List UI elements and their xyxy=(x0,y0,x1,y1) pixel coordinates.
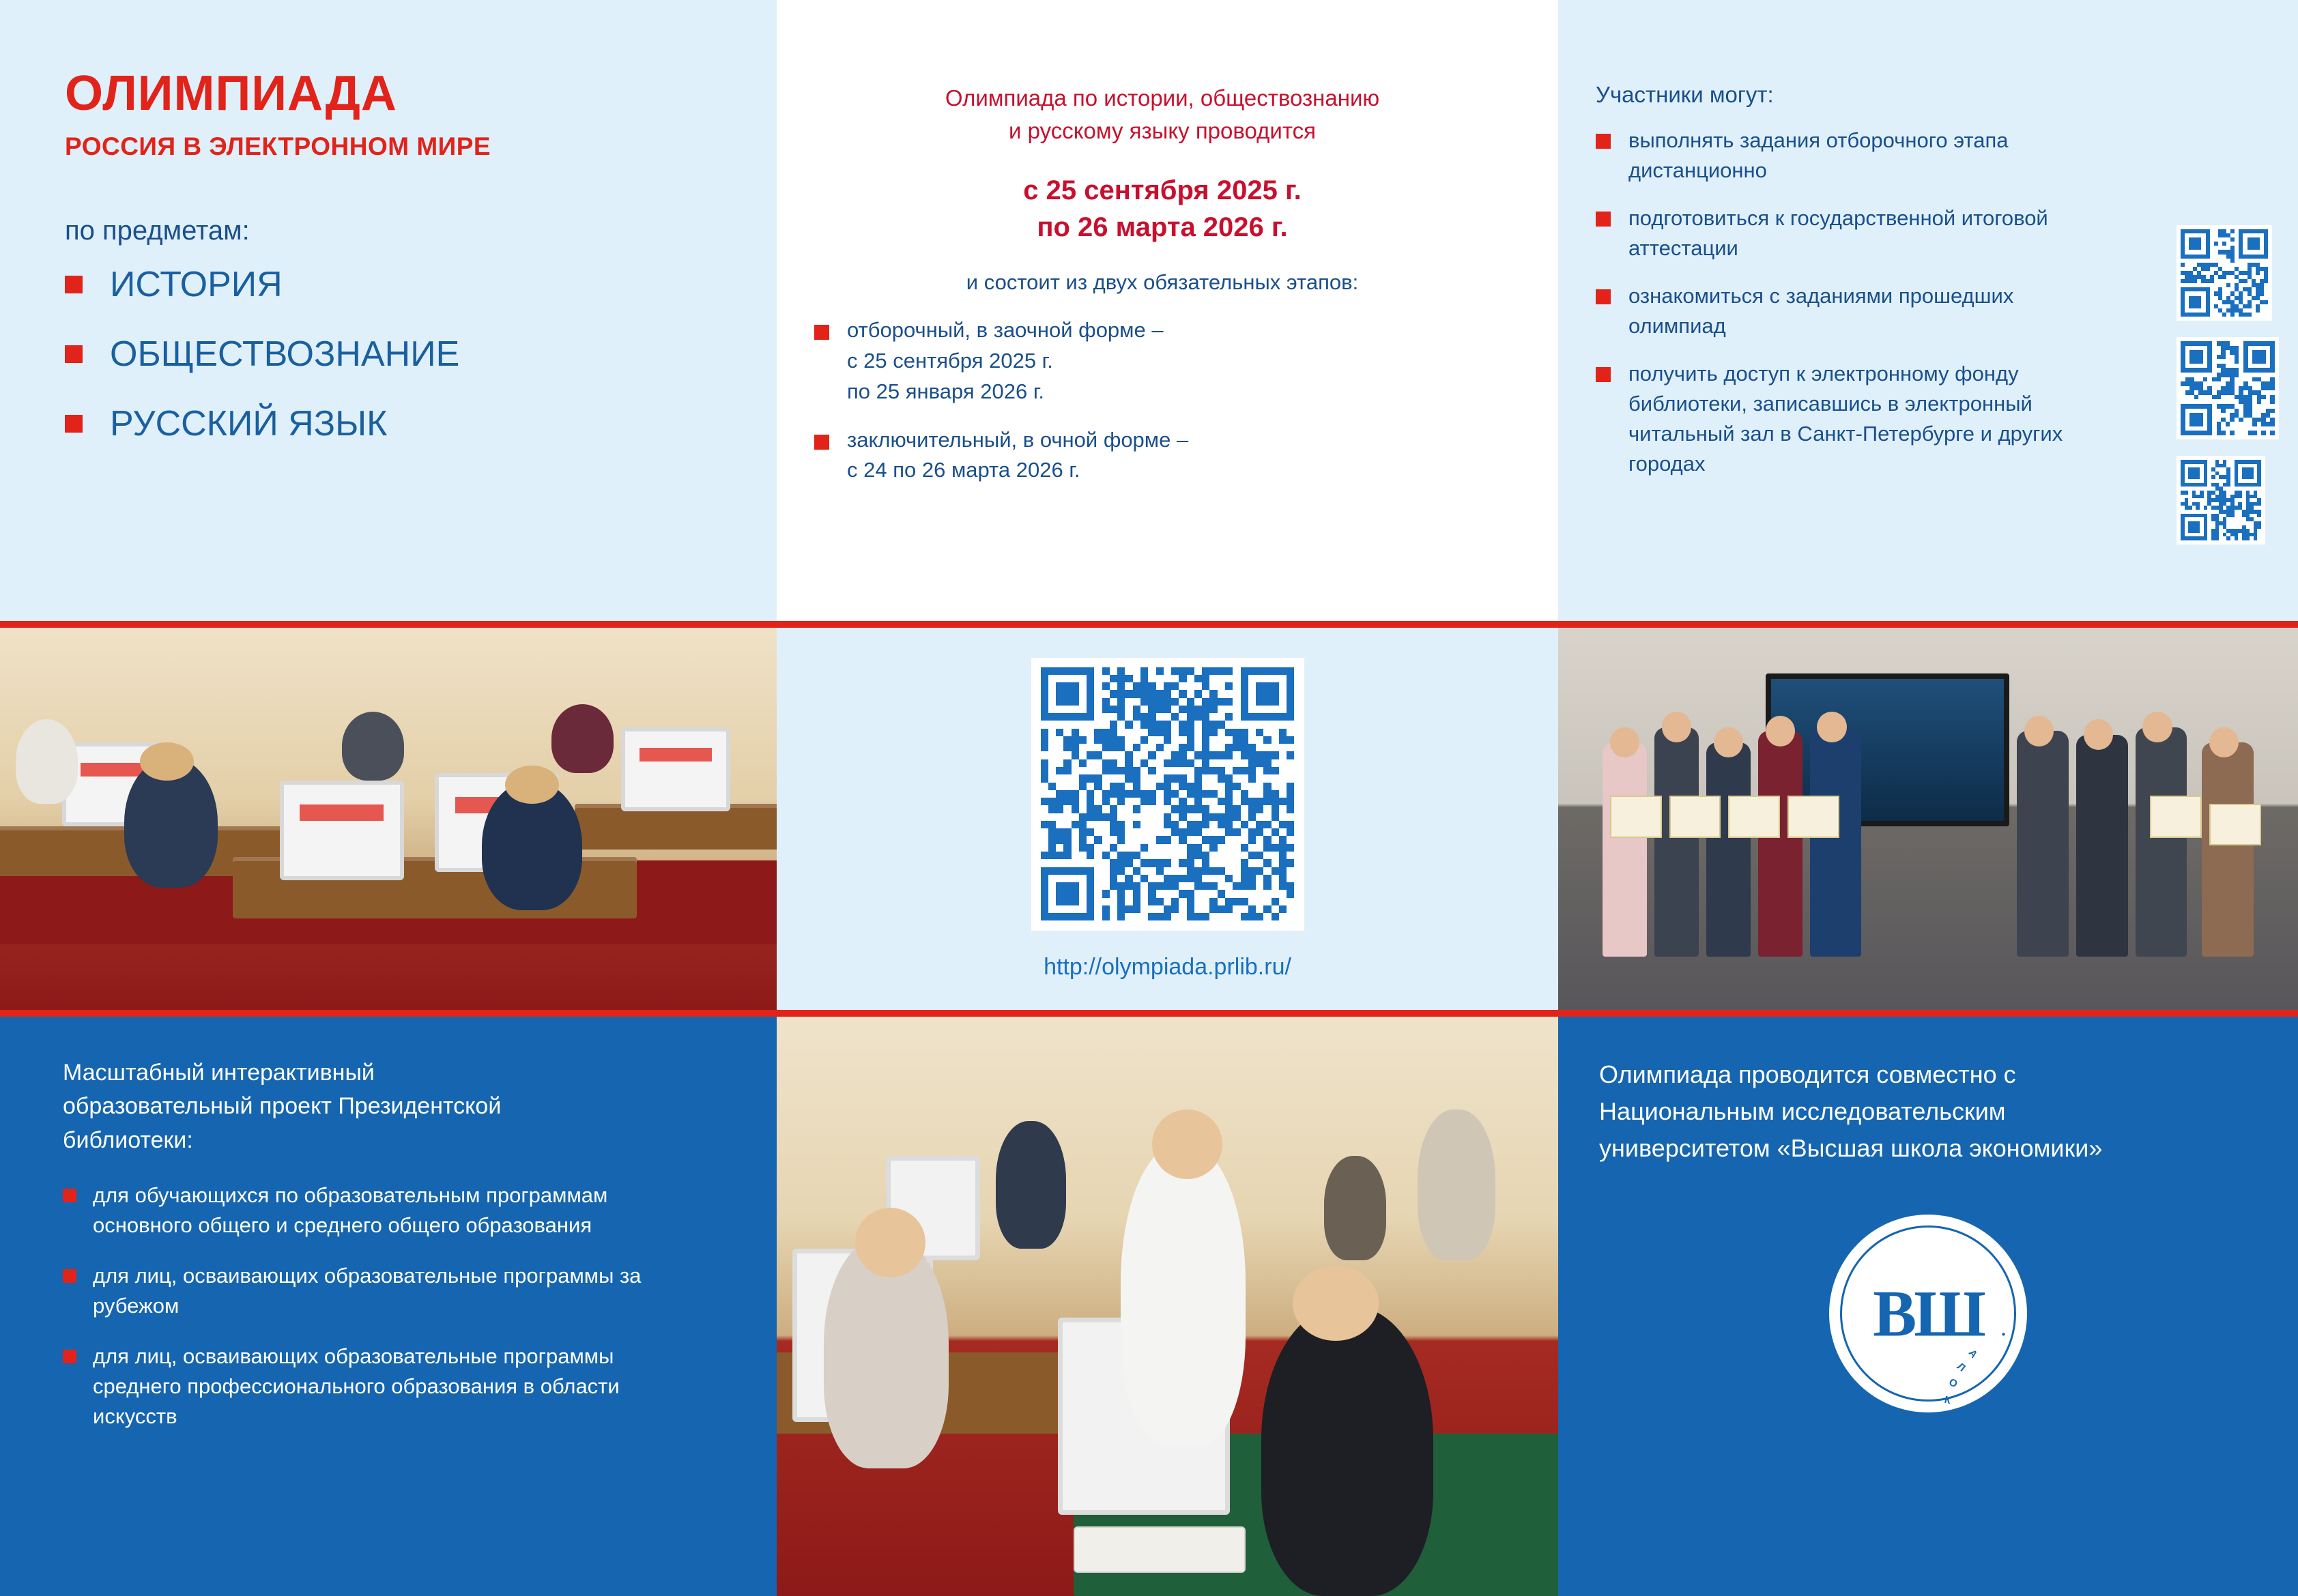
qr-code-icon[interactable] xyxy=(2177,337,2279,439)
photo-library-reading-room xyxy=(0,628,777,1010)
square-bullet-icon xyxy=(65,276,83,293)
logo-ring-char: О xyxy=(2065,1340,2080,1354)
stages-lead: и состоит из двух обязательных этапов: xyxy=(966,270,1359,294)
logo-ring-char: О xyxy=(2090,1365,2102,1380)
logo-ring-char: Ш xyxy=(1944,1412,1955,1424)
square-bullet-icon xyxy=(1596,134,1611,149)
logo-ring-char: Э xyxy=(2033,1329,2046,1339)
audience-item: для лиц, осваивающих образовательные программы за рубежом xyxy=(93,1263,642,1318)
logo-ring-char: К xyxy=(2050,1332,2063,1344)
list-item xyxy=(814,425,1510,487)
schedule-intro-line1: Олимпиада по истории, обществознанию xyxy=(945,85,1380,111)
logo-ring-char: И xyxy=(2095,1434,2108,1449)
middle-band xyxy=(0,628,2298,1010)
participants-lead: Участники могут: xyxy=(1596,82,1774,107)
audience-item: для обучающихся по образовательным программам основного общего и среднего общего образования xyxy=(93,1183,608,1237)
square-bullet-icon xyxy=(65,415,83,433)
page-title: ОЛИМПИАДА xyxy=(65,66,397,121)
logo-ring-char: Л xyxy=(1955,1360,1968,1374)
logo-ring-char: Ы xyxy=(2027,1485,2039,1496)
square-bullet-icon xyxy=(63,1189,76,1202)
list-item xyxy=(1596,203,2271,263)
subject-label: РУССКИЙ ЯЗЫК xyxy=(110,403,388,444)
list-item xyxy=(1596,359,2271,479)
list-item xyxy=(63,1341,729,1432)
square-bullet-icon xyxy=(814,325,829,340)
page-subtitle: РОССИЯ В ЭЛЕКТРОННОМ МИРЕ xyxy=(65,132,491,160)
logo-ring-char: А xyxy=(1974,1471,1989,1485)
logo-ring-char: К xyxy=(2102,1418,2111,1432)
schedule-intro-line2: и русскому языку проводится xyxy=(1009,117,1316,143)
logo-ring-char: • xyxy=(1997,1331,2010,1337)
audience-list xyxy=(63,1180,729,1432)
square-bullet-icon xyxy=(65,345,83,363)
stage-text xyxy=(847,315,1164,407)
divider-red xyxy=(0,621,2298,628)
qr-url-panel xyxy=(777,628,1558,1010)
subjects-lead: по предметам: xyxy=(65,215,250,246)
logo-ring-char: В xyxy=(2043,1483,2057,1494)
qr-code-icon[interactable] xyxy=(1031,658,1304,931)
partner-text: Олимпиада проводится совместно с Национальным исследовательским университетом «Высшая школа экономики» xyxy=(1599,1060,2103,1162)
logo-ring-char: А xyxy=(1966,1347,1980,1361)
square-bullet-icon xyxy=(1596,367,1611,382)
participant-benefit: ознакомиться с заданиями прошедших олимпиад xyxy=(1628,284,2014,338)
photo-award-ceremony xyxy=(1558,628,2298,1010)
participants-list xyxy=(1596,126,2271,479)
participants-column xyxy=(1558,0,2298,621)
subject-label: ОБЩЕСТВОЗНАНИЕ xyxy=(110,334,460,374)
project-description-column xyxy=(0,1017,777,1596)
list-item xyxy=(65,264,715,305)
list-item xyxy=(1596,126,2271,186)
logo-ring-char: К xyxy=(1943,1393,1952,1407)
logo-ring-char: Н xyxy=(2079,1351,2093,1365)
partner-column xyxy=(1558,1017,2298,1596)
stage-line3: по 25 января 2026 г. xyxy=(847,379,1045,403)
logo-ring-char: Я xyxy=(1962,1460,1975,1474)
logo-ring-char xyxy=(1952,1447,1959,1459)
stage-line2: с 25 сентября 2025 г. xyxy=(847,348,1053,373)
logo-ring-char: С xyxy=(2008,1486,2022,1496)
logo-ring-char: И xyxy=(2103,1401,2110,1412)
schedule-column xyxy=(777,0,1558,621)
logo-ring-char: Ш xyxy=(1991,1478,2006,1493)
hse-logo xyxy=(1829,1215,2111,1496)
photo-library-workstation xyxy=(777,1017,1558,1596)
square-bullet-icon xyxy=(63,1350,76,1363)
list-item xyxy=(814,315,1510,407)
date-to: по 26 марта 2026 г. xyxy=(1037,212,1288,242)
square-bullet-icon xyxy=(63,1269,76,1283)
project-lead: Масштабный интерактивный образовательный проект Президентской библиотеки: xyxy=(63,1060,502,1153)
stages-list xyxy=(814,315,1510,487)
logo-monogram: ВШ xyxy=(1873,1277,1983,1350)
participant-benefit: получить доступ к электронному фонду библиотеки, записавшись в электронный читальный зал в Санкт-Петербурге и других городах xyxy=(1628,362,2063,476)
logo-ring-char: • xyxy=(2076,1467,2088,1478)
title-column xyxy=(0,0,777,621)
list-item xyxy=(1596,281,2271,341)
divider-red xyxy=(0,1010,2298,1017)
schedule-dates xyxy=(814,172,1510,246)
participant-benefit: подготовиться к государственной итоговой аттестации xyxy=(1628,206,2048,261)
logo-ring-char: М xyxy=(2097,1382,2108,1396)
qr-code-icon[interactable] xyxy=(2177,225,2272,321)
date-from: с 25 сентября 2025 г. xyxy=(1023,175,1302,205)
schedule-intro xyxy=(814,82,1510,147)
subject-label: ИСТОРИЯ xyxy=(110,264,283,304)
stage-title: заключительный, в очной форме – xyxy=(847,427,1189,452)
olympiad-url[interactable]: http://olympiada.prlib.ru/ xyxy=(1044,953,1291,980)
qr-code-icon[interactable] xyxy=(2177,456,2265,545)
stage-line2: с 24 по 26 марта 2026 г. xyxy=(847,458,1080,482)
bottom-band xyxy=(0,1017,2298,1596)
square-bullet-icon xyxy=(814,435,829,450)
square-bullet-icon xyxy=(1596,289,1611,304)
list-item xyxy=(65,403,715,444)
participant-benefit: выполнять задания отборочного этапа дистанционно xyxy=(1628,128,2009,183)
logo-ring-char xyxy=(2090,1453,2099,1464)
list-item xyxy=(63,1180,729,1240)
logo-ring-char xyxy=(2062,1480,2073,1488)
list-item xyxy=(65,334,715,375)
qr-code-stack xyxy=(2177,225,2279,545)
stage-title: отборочный, в заочной форме – xyxy=(847,317,1164,342)
square-bullet-icon xyxy=(1596,212,1611,227)
top-band xyxy=(0,0,2298,621)
logo-ring-char: О xyxy=(1947,1376,1959,1391)
subjects-list xyxy=(65,264,715,444)
logo-ring-char: • xyxy=(1946,1430,1952,1442)
audience-item: для лиц, осваивающих образовательные программы среднего профессионального образования в области искусств xyxy=(93,1344,620,1428)
stage-text xyxy=(847,425,1188,487)
list-item xyxy=(63,1261,729,1321)
